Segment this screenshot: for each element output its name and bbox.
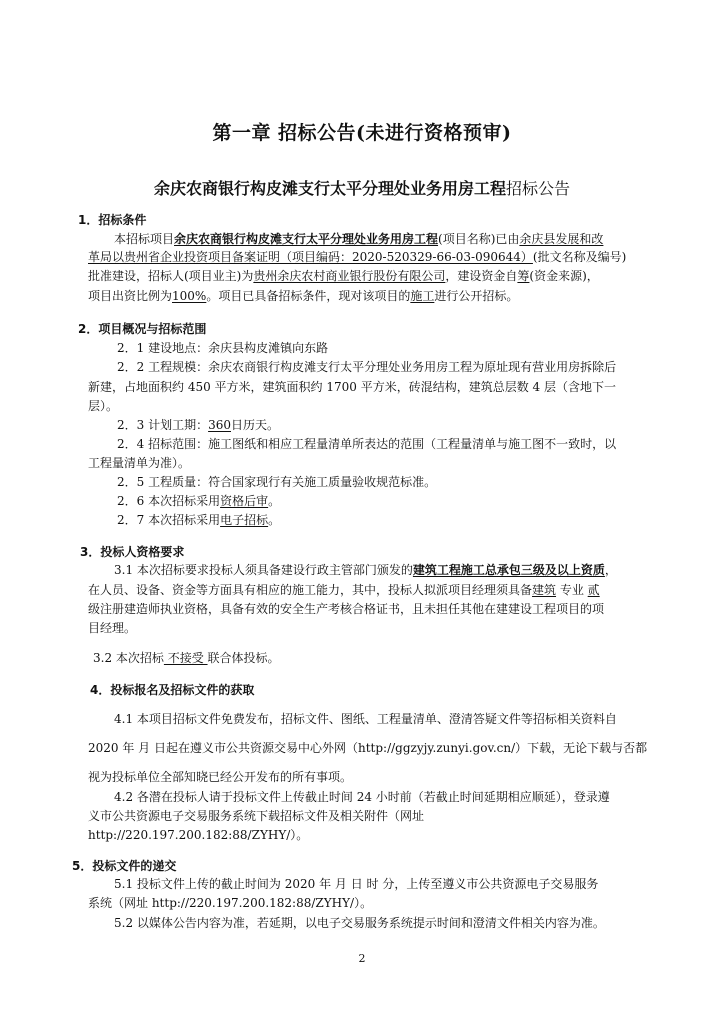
section-4-heading: 4．投标报名及招标文件的获取	[90, 683, 255, 697]
section-2-item-3	[117, 419, 279, 431]
text: ，建设资金自	[445, 269, 518, 283]
section-4-line-3: 视为投标单位全部知晓已经公开发布的所有事项。	[88, 770, 353, 784]
section-2-item-2-line-2: 新建，占地面积约 450 平方米，建筑面积约 1700 平方米，砖混结构，建筑总层数 4 层（含地下一	[88, 380, 616, 394]
section-2-item-2-line-3: 层）。	[88, 399, 119, 413]
text: 日历天。	[231, 418, 280, 432]
section-1-heading: 1．招标条件	[78, 213, 147, 227]
section-2-item-1: 2．1 建设地点：余庆县构皮滩镇向东路	[117, 341, 329, 355]
page-number: 2	[358, 952, 366, 965]
section-4-line-1: 4.1 本项目招标文件免费发布，招标文件、图纸、工程量清单、澄清答疑文件等招标相关资料自	[114, 712, 617, 726]
funding-source: 筹	[517, 269, 530, 283]
section-3-line-5	[93, 652, 280, 664]
section-5-heading: 5．投标文件的递交	[72, 859, 177, 873]
section-3-line-3: 级注册建造师执业资格，具备有效的安全生产考核合格证书，且未担任其他在建建设工程项目的项	[88, 602, 605, 616]
specialty: 建筑	[532, 583, 557, 597]
section-1-line-3	[88, 270, 599, 282]
text: 项目出资比例为	[88, 289, 173, 303]
section-2-item-5: 2．5 工程质量：符合国家现行有关施工质量验收规范标准。	[117, 475, 437, 489]
funding-ratio: 100%	[172, 289, 207, 303]
qualification-review: 资格后审	[220, 494, 269, 508]
text: 专业	[556, 583, 588, 597]
text: 3.1 本次招标要求投标人须具备建设行政主管部门颁发的	[114, 563, 413, 577]
approval-authority: 余庆县发展和改	[519, 232, 604, 246]
section-3-line-4: 目经理。	[88, 621, 137, 635]
text: 进行公开招标。	[434, 289, 519, 303]
text: 3.2 本次招标	[93, 651, 164, 665]
document-title	[0, 176, 724, 199]
section-3-heading: 3．投标人资格要求	[80, 545, 185, 559]
project-name: 余庆农商银行构皮滩支行太平分理处业务用房工程	[174, 232, 439, 246]
section-1-line-2	[88, 251, 626, 263]
section-2-heading: 2．项目概况与招标范围	[78, 322, 207, 336]
text: (批文名称及编号)	[532, 250, 627, 264]
section-1-line-4	[88, 290, 518, 302]
section-2-item-6	[117, 495, 280, 507]
text: 在人员、设备、资金等方面具有相应的施工能力，其中，投标人拟派项目经理须具备	[88, 583, 533, 597]
text: (项目名称)已由	[438, 232, 520, 246]
section-4-line-5: 义市公共资源电子交易服务系统下载招标文件及相关附件（网址	[88, 809, 425, 823]
text: 。	[268, 513, 281, 527]
text: 。	[268, 494, 281, 508]
section-4-line-6: http://220.197.200.182:88/ZYHY/）。	[88, 828, 309, 842]
chapter-title: 第一章 招标公告(未进行资格预审)	[212, 122, 512, 144]
approval-document: 革局以贵州省企业投资项目备案证明（项目编码：2020-520329-66-03-090644）	[88, 250, 533, 264]
section-4-line-2: 2020 年 月 日起在遵义市公共资源交易中心外网（http://ggzyjy.zunyi.gov.cn/）下载，无论下载与否都	[88, 741, 648, 755]
tenderer-name: 贵州余庆农村商业银行股份有限公司	[253, 269, 446, 283]
section-5-line-1: 5.1 投标文件上传的截止时间为 2020 年 月 日 时 分，上传至遵义市公共资源电子交易服务	[114, 877, 599, 891]
section-2-item-2-line-1: 2．2 工程规模：余庆农商银行构皮滩支行太平分理处业务用房工程为原址现有营业用房拆除后	[117, 360, 617, 374]
text: 2．6 本次招标采用	[117, 494, 221, 508]
text: 批准建设，招标人(项目业主)为	[88, 269, 254, 283]
engineer-grade: 贰	[587, 583, 600, 597]
section-2-item-7	[117, 514, 280, 526]
text: (资金来源)，	[529, 269, 599, 283]
section-2-item-4-line-1: 2．4 招标范围：施工图纸和相应工程量清单所表达的范围（工程量清单与施工图不一致时，以	[117, 437, 617, 451]
tender-method: 电子招标	[220, 513, 269, 527]
text: 本招标项目	[114, 232, 175, 246]
section-3-line-2	[88, 584, 600, 596]
text: ，	[604, 563, 617, 577]
text: 。项目已具备招标条件，现对该项目的	[206, 289, 411, 303]
consortium-policy: 不接受	[163, 651, 208, 665]
section-1-line-1	[114, 233, 603, 245]
text: 联合体投标。	[207, 651, 280, 665]
section-5-line-3: 5.2 以媒体公告内容为准，若延期，以电子交易服务系统提示时间和澄清文件相关内容为准。	[114, 916, 605, 930]
section-5-line-2: 系统（网址 http://220.197.200.182:88/ZYHY/）。	[88, 896, 373, 910]
duration-days: 360	[208, 418, 231, 432]
document-title-project: 余庆农商银行构皮滩支行太平分理处业务用房工程	[153, 179, 506, 198]
required-qualification: 建筑工程施工总承包三级及以上资质	[412, 563, 605, 577]
text: 2．7 本次招标采用	[117, 513, 221, 527]
tender-scope: 施工	[410, 289, 435, 303]
section-2-item-4-line-2: 工程量清单为准）。	[88, 456, 191, 470]
document-title-suffix: 招标公告	[506, 179, 571, 198]
section-4-line-4: 4.2 各潜在投标人请于投标文件上传截止时间 24 小时前（若截止时间延期相应顺延），登录遵	[114, 790, 610, 804]
text: 2．3 计划工期：	[117, 418, 209, 432]
section-3-line-1	[114, 564, 617, 576]
